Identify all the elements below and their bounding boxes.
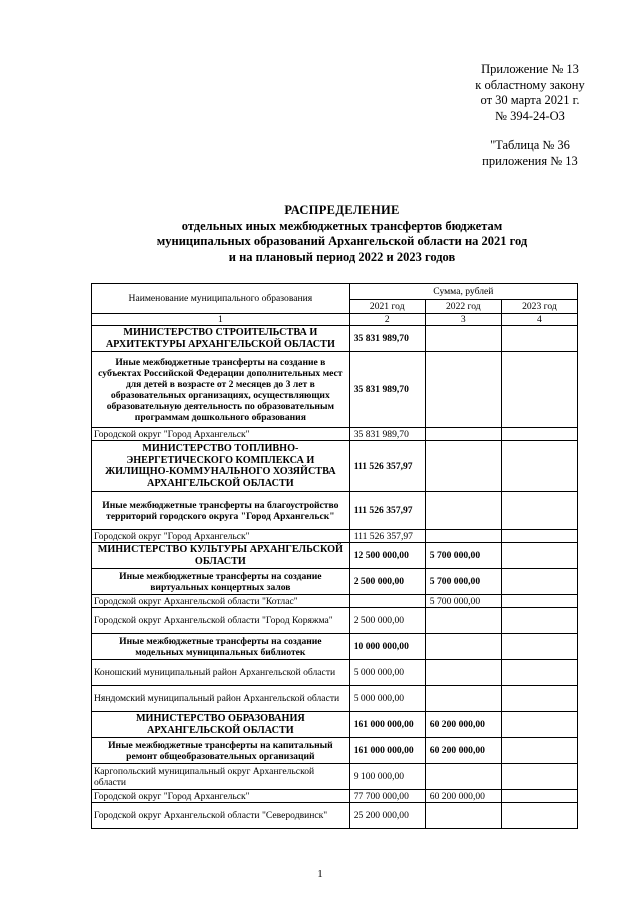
ministry-row	[92, 712, 578, 738]
muni-name: Коношский муниципальный район Архангельской области	[92, 660, 350, 686]
amount-y2023	[501, 608, 577, 634]
amount-y2021: 9 100 000,00	[349, 764, 425, 790]
amount-y2021	[349, 595, 425, 608]
column-number: 2	[349, 314, 425, 326]
amount-y2021: 35 831 989,70	[349, 352, 425, 428]
appendix-line: Приложение № 13	[481, 62, 579, 76]
amount-y2023	[501, 352, 577, 428]
amount-y2023	[501, 595, 577, 608]
header-year-2023: 2023 год	[501, 300, 577, 314]
subsidy-row	[92, 352, 578, 428]
amount-y2023	[501, 634, 577, 660]
header-year-2021: 2021 год	[349, 300, 425, 314]
muni-name: Городской округ "Город Архангельск"	[92, 530, 350, 543]
muni-row	[92, 428, 578, 441]
subsidy-row	[92, 634, 578, 660]
amount-y2023	[501, 530, 577, 543]
amount-y2022	[425, 634, 501, 660]
amount-y2021: 111 526 357,97	[349, 492, 425, 530]
subsidy-name: Иные межбюджетные трансферты на создание виртуальных концертных залов	[92, 569, 350, 595]
amount-y2023	[501, 428, 577, 441]
muni-row	[92, 686, 578, 712]
ministry-name: МИНИСТЕРСТВО СТРОИТЕЛЬСТВА И АРХИТЕКТУРЫ АРХАНГЕЛЬСКОЙ ОБЛАСТИ	[92, 326, 350, 352]
muni-row	[92, 660, 578, 686]
amount-y2022	[425, 428, 501, 441]
title-line: отдельных иных межбюджетных трансфертов бюджетам	[181, 218, 503, 233]
subsidy-name: Иные межбюджетные трансферты на капитальный ремонт общеобразовательных организаций	[92, 738, 350, 764]
subsidy-name: Иные межбюджетные трансферты на создание в субъектах Российской Федерации дополнительных мест для детей в возрасте от 2 месяцев до 3 лет в образовательных организациях, осуществляющих образовательную деятельность по образовательным программам дошкольного образования	[92, 352, 350, 428]
ministry-name: МИНИСТЕРСТВО ТОПЛИВНО-ЭНЕРГЕТИЧЕСКОГО КОМПЛЕКСА И ЖИЛИЩНО-КОММУНАЛЬНОГО ХОЗЯЙСТВА АРХАНГЕЛЬСКОЙ ОБЛАСТИ	[92, 441, 350, 492]
muni-row	[92, 530, 578, 543]
amount-y2023	[501, 803, 577, 829]
table-ref-line: "Таблица № 36	[490, 138, 570, 152]
ministry-name: МИНИСТЕРСТВО КУЛЬТУРЫ АРХАНГЕЛЬСКОЙ ОБЛАСТИ	[92, 543, 350, 569]
amount-y2022	[425, 530, 501, 543]
subsidy-row	[92, 492, 578, 530]
amount-y2023	[501, 738, 577, 764]
subsidy-name: Иные межбюджетные трансферты на создание модельных муниципальных библиотек	[92, 634, 350, 660]
page-number: 1	[317, 868, 323, 880]
amount-y2022	[425, 608, 501, 634]
muni-row	[92, 608, 578, 634]
amount-y2021: 111 526 357,97	[349, 441, 425, 492]
appendix-line: № 394-24-ОЗ	[495, 108, 565, 123]
amount-y2022	[425, 352, 501, 428]
amount-y2021: 35 831 989,70	[349, 326, 425, 352]
amount-y2021: 35 831 989,70	[349, 428, 425, 441]
muni-name: Городской округ Архангельской области "Город Коряжма"	[92, 608, 350, 634]
amount-y2022: 60 200 000,00	[425, 790, 501, 803]
ministry-name: МИНИСТЕРСТВО ОБРАЗОВАНИЯ АРХАНГЕЛЬСКОЙ ОБЛАСТИ	[92, 712, 350, 738]
amount-y2021: 2 500 000,00	[349, 569, 425, 595]
amount-y2023	[501, 712, 577, 738]
muni-name: Городской округ "Город Архангельск"	[92, 428, 350, 441]
amount-y2022: 5 700 000,00	[425, 543, 501, 569]
amount-y2022: 60 200 000,00	[425, 712, 501, 738]
amount-y2022	[425, 686, 501, 712]
amount-y2023	[501, 326, 577, 352]
muni-name: Городской округ Архангельской области "Северодвинск"	[92, 803, 350, 829]
amount-y2023	[501, 660, 577, 686]
amount-y2022	[425, 492, 501, 530]
muni-row	[92, 595, 578, 608]
subsidy-row	[92, 569, 578, 595]
amount-y2021: 10 000 000,00	[349, 634, 425, 660]
amount-y2021: 12 500 000,00	[349, 543, 425, 569]
ministry-row	[92, 441, 578, 492]
title-line: муниципальных образований Архангельской области на 2021 год	[156, 234, 528, 248]
appendix-line: к областному закону	[475, 77, 585, 92]
amount-y2023	[501, 543, 577, 569]
column-number: 1	[92, 314, 350, 326]
header-name: Наименование муниципального образования	[92, 284, 350, 314]
subsidy-row	[92, 738, 578, 764]
amount-y2021: 25 200 000,00	[349, 803, 425, 829]
amount-y2023	[501, 569, 577, 595]
amount-y2021: 2 500 000,00	[349, 608, 425, 634]
amount-y2022: 5 700 000,00	[425, 569, 501, 595]
muni-name: Городской округ "Город Архангельск"	[92, 790, 350, 803]
ministry-row	[92, 543, 578, 569]
amount-y2023	[501, 764, 577, 790]
amount-y2021: 161 000 000,00	[349, 738, 425, 764]
amount-y2021: 5 000 000,00	[349, 660, 425, 686]
amount-y2021: 161 000 000,00	[349, 712, 425, 738]
amount-y2022: 60 200 000,00	[425, 738, 501, 764]
distribution-table	[91, 283, 578, 829]
column-number: 4	[501, 314, 577, 326]
ministry-row	[92, 326, 578, 352]
amount-y2023	[501, 686, 577, 712]
document-title	[92, 203, 592, 265]
muni-name: Каргопольский муниципальный округ Архангельской области	[92, 764, 350, 790]
appendix-header	[440, 62, 620, 169]
amount-y2022	[425, 660, 501, 686]
title-line: и на плановый период 2022 и 2023 годов	[228, 249, 456, 264]
muni-row	[92, 803, 578, 829]
amount-y2023	[501, 492, 577, 530]
muni-row	[92, 790, 578, 803]
table-body	[92, 326, 578, 829]
amount-y2022	[425, 803, 501, 829]
amount-y2022	[425, 441, 501, 492]
column-number: 3	[425, 314, 501, 326]
header-sum: Сумма, рублей	[349, 284, 577, 300]
title-main: РАСПРЕДЕЛЕНИЕ	[284, 203, 400, 217]
amount-y2021: 5 000 000,00	[349, 686, 425, 712]
amount-y2023	[501, 441, 577, 492]
muni-name: Городской округ Архангельской области "Котлас"	[92, 595, 350, 608]
amount-y2021: 111 526 357,97	[349, 530, 425, 543]
amount-y2023	[501, 790, 577, 803]
muni-name: Няндомский муниципальный район Архангельской области	[92, 686, 350, 712]
amount-y2021: 77 700 000,00	[349, 790, 425, 803]
amount-y2022: 5 700 000,00	[425, 595, 501, 608]
amount-y2022	[425, 764, 501, 790]
table-ref-line: приложения № 13	[482, 153, 578, 168]
header-year-2022: 2022 год	[425, 300, 501, 314]
muni-row	[92, 764, 578, 790]
subsidy-name: Иные межбюджетные трансферты на благоустройство территорий городского округа "Город Архангельск"	[92, 492, 350, 530]
appendix-line: от 30 марта 2021 г.	[480, 93, 580, 107]
amount-y2022	[425, 326, 501, 352]
